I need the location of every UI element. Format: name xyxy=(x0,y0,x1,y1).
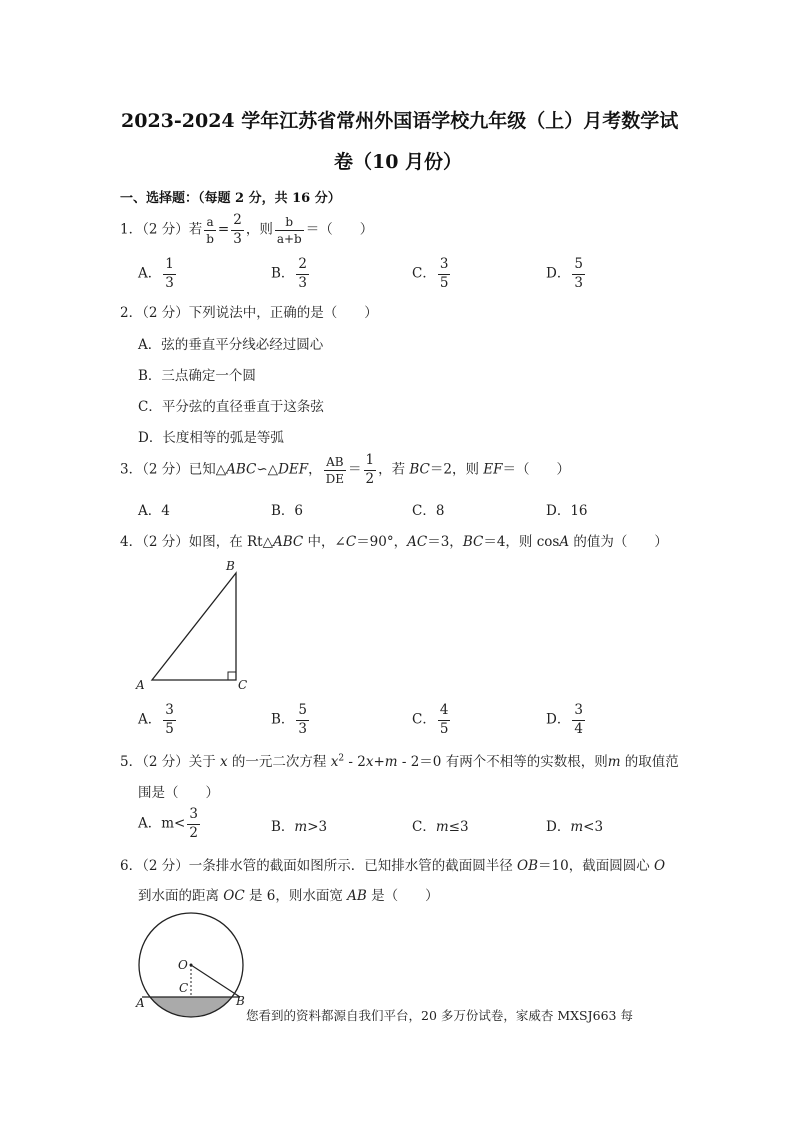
label-o: O xyxy=(178,958,188,972)
label-a: A xyxy=(136,678,145,692)
q4-option-d[interactable]: D． $\frac{3}{4}$ xyxy=(546,702,583,737)
fraction-a-over-b: $\frac{a}{b}$ xyxy=(206,214,214,246)
q3-option-b[interactable]: B．6 xyxy=(271,503,304,519)
label-b: B xyxy=(236,994,245,1008)
question-5-stem-line2: 围是（ ） xyxy=(138,785,219,801)
section-heading: 一、选择题：（每题 2 分，共 16 分） xyxy=(120,191,341,206)
fraction-2-over-3: $\frac{2}{3}$ xyxy=(233,212,242,247)
question-3-stem: 3．（2 分）已知△ABC∽△DEF， $\frac{AB}{DE}$ ＝ $\frac{1}{2}$ ，若 BC＝2，则 EF＝（ ） xyxy=(120,452,571,487)
q5-option-b[interactable]: B．m>3 xyxy=(271,819,328,835)
page-title-line1: 2023-2024 学年江苏省常州外国语学校九年级（上）月考数学试 xyxy=(121,110,679,132)
label-c: C xyxy=(238,678,248,692)
q2-option-a[interactable]: A．弦的垂直平分线必经过圆心 xyxy=(138,337,324,353)
label-b: B xyxy=(226,559,235,573)
q2-option-b[interactable]: B．三点确定一个圆 xyxy=(138,368,256,384)
label-c: C xyxy=(179,981,189,995)
label-a: A xyxy=(136,996,145,1010)
question-5-stem: 5．（2 分）关于 x 的一元二次方程 $x^2 - 2x+m - 2=0$ 有两个不相等的实数根，则m 的取值范 xyxy=(120,753,679,770)
footer-notice: 您看到的资料都源自我们平台，20 多万份试卷，家威杏 MXSJ663 每 xyxy=(246,1008,633,1023)
q5-option-c[interactable]: C．m≤3 xyxy=(412,819,469,835)
question-6-stem-line2: 到水面的距离 OC 是 6，则水面宽 AB 是（ ） xyxy=(138,888,439,904)
q2-option-d[interactable]: D．长度相等的弧是等弧 xyxy=(138,430,284,446)
question-1-stem: 1．（2 分）若 $\frac{a}{b}$ = $\frac{2}{3}$ ，则 $\frac{b}{a+b}$ ＝（ ） xyxy=(120,212,374,247)
q5-option-d[interactable]: D．m<3 xyxy=(546,819,604,835)
fraction-1-over-2: $\frac{1}{2}$ xyxy=(365,452,375,487)
q4-option-a[interactable]: A． $\frac{3}{5}$ xyxy=(138,702,174,737)
question-4-stem: 4．（2 分）如图，在 Rt△ABC 中，∠C＝90°，AC＝3，BC＝4，则 cosA 的值为（ ） xyxy=(120,534,668,550)
q4-option-b[interactable]: B． $\frac{5}{3}$ xyxy=(271,702,308,737)
q2-option-c[interactable]: C．平分弦的直径垂直于这条弦 xyxy=(138,399,324,415)
q1-option-c[interactable]: C． $\frac{3}{5}$ xyxy=(412,256,449,291)
question-6-stem: 6．（2 分）一条排水管的截面如图所示．已知排水管的截面圆半径 OB＝10，截面圆圆心 O xyxy=(120,858,666,874)
question-2-stem: 2．（2 分）下列说法中，正确的是（ ） xyxy=(120,305,378,321)
fraction-b-over-a-plus-b: $\frac{b}{a+b}$ xyxy=(276,214,302,246)
q3-option-c[interactable]: C．8 xyxy=(412,503,445,519)
q3-option-a[interactable]: A．4 xyxy=(138,503,170,519)
page-title-line2: 卷（10 月份） xyxy=(334,151,463,173)
q1-option-a[interactable]: A． $\frac{1}{3}$ xyxy=(138,256,174,291)
right-triangle-figure xyxy=(130,556,260,696)
q1-option-b[interactable]: B． $\frac{2}{3}$ xyxy=(271,256,308,291)
q1-option-d[interactable]: D． $\frac{5}{3}$ xyxy=(546,256,583,291)
q3-option-d[interactable]: D．16 xyxy=(546,503,588,519)
q5-option-a[interactable]: A．m< $\frac{3}{2}$ xyxy=(138,806,198,841)
fraction-ab-over-de: $\frac{AB}{DE}$ xyxy=(325,454,344,486)
q4-option-c[interactable]: C． $\frac{4}{5}$ xyxy=(412,702,449,737)
